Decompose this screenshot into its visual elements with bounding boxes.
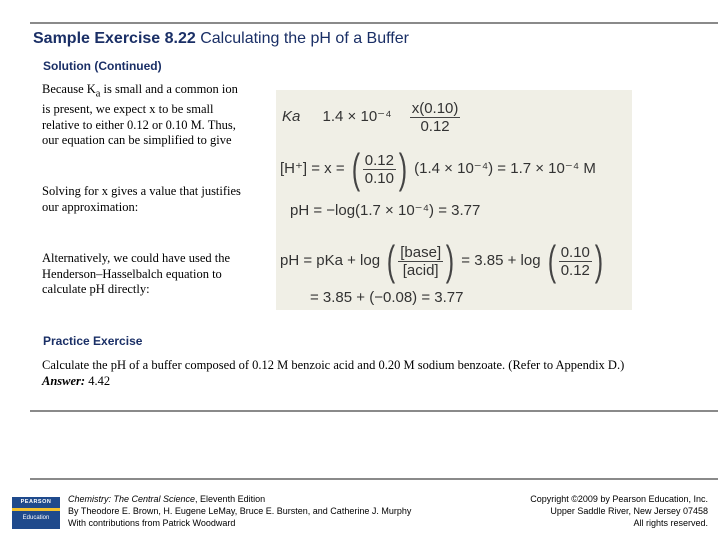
pearson-logo	[12, 497, 60, 529]
top-rule	[30, 22, 718, 24]
p1-sub: a	[95, 88, 101, 100]
eq1-lhs: Ka	[282, 108, 301, 126]
eq4-fraction	[398, 244, 443, 279]
eq2-den: 0.10	[364, 169, 394, 187]
eq4-lparen: (	[387, 237, 396, 284]
address-line: Upper Saddle River, New Jersey 07458	[550, 506, 708, 516]
page-title	[33, 30, 409, 48]
footer-contrib: With contributions from Patrick Woodward	[68, 518, 236, 528]
eq4-num: [base]	[400, 243, 442, 261]
eq4-den: [acid]	[402, 261, 439, 279]
logo-top-text: PEARSON	[20, 499, 52, 505]
practice-text: Calculate the pH of a buffer composed of 0.12 M benzoic acid and 0.20 M sodium benzoate. (Refer to Appendix D.)	[42, 358, 625, 372]
eq1-mid: 1.4 × 10⁻⁴	[322, 108, 392, 126]
footer-authors: By Theodore E. Brown, H. Eugene LeMay, Bruce E. Bursten, and Catherine J. Murphy	[68, 506, 412, 516]
answer-value: 4.42	[85, 373, 111, 388]
eq2-fraction	[363, 152, 396, 187]
eq1-fraction	[410, 100, 461, 135]
equation-panel	[276, 90, 632, 310]
eq4-rparen2: )	[594, 237, 604, 284]
logo-bottom-text: Education	[22, 515, 50, 521]
practice-answer	[42, 374, 632, 390]
eq4-num2: 0.10	[560, 243, 590, 261]
equation-h-conc	[280, 145, 596, 192]
footer-rule	[30, 478, 718, 480]
paragraph-approximation	[42, 82, 247, 149]
book-title: Chemistry: The Central Science	[68, 494, 196, 504]
practice-heading: Practice Exercise	[43, 334, 143, 348]
eq2-rparen: )	[398, 145, 408, 192]
footer-copyright	[530, 493, 708, 529]
equation-hh	[280, 237, 606, 284]
p1-a: Because K	[42, 82, 96, 96]
equation-ka	[282, 100, 460, 135]
practice-rule	[30, 410, 718, 412]
copyright-line: Copyright ©2009 by Pearson Education, Inc.	[530, 494, 708, 504]
p1-b: is small and a common ion is present, we expect x to be small relative to either 0.12 or 0.10 M. Thus, our equation can be simplified to give	[42, 82, 238, 147]
practice-exercise	[42, 358, 632, 389]
rights-line: All rights reserved.	[633, 518, 708, 528]
footer-citation	[68, 493, 411, 529]
eq4-mid: = 3.85 + log	[461, 251, 541, 269]
eq2-num: 0.12	[364, 151, 394, 169]
eq4-den2: 0.12	[560, 261, 590, 279]
title-bold: Sample Exercise 8.22	[33, 30, 196, 47]
eq2-lhs: [H⁺] = x =	[280, 159, 345, 177]
paragraph-henderson: Alternatively, we could have used the Henderson–Hasselbalch equation to calculate pH directly:	[42, 251, 231, 296]
equation-ph-result: = 3.85 + (−0.08) = 3.77	[310, 289, 464, 306]
eq4-lhs: pH = pKa + log	[280, 251, 381, 269]
section-subtitle: Solution (Continued)	[43, 59, 162, 73]
eq2-rest: (1.4 × 10⁻⁴) = 1.7 × 10⁻⁴ M	[414, 159, 596, 177]
eq4-fraction2	[559, 244, 592, 279]
logo-stripe	[12, 508, 60, 511]
eq1-den: 0.12	[420, 118, 450, 135]
book-edition: , Eleventh Edition	[195, 494, 266, 504]
eq2-lparen: (	[351, 145, 360, 192]
footer-book	[68, 493, 411, 505]
paragraph-solve: Solving for x gives a value that justifies our approximation:	[42, 184, 241, 214]
eq4-lparen2: (	[547, 237, 556, 284]
answer-label: Answer:	[42, 373, 86, 388]
eq4-rparen: )	[445, 237, 455, 284]
title-rest: Calculating the pH of a Buffer	[195, 30, 409, 47]
equation-ph: pH = −log(1.7 × 10⁻⁴) = 3.77	[290, 202, 481, 219]
eq1-num: x(0.10)	[411, 100, 459, 117]
